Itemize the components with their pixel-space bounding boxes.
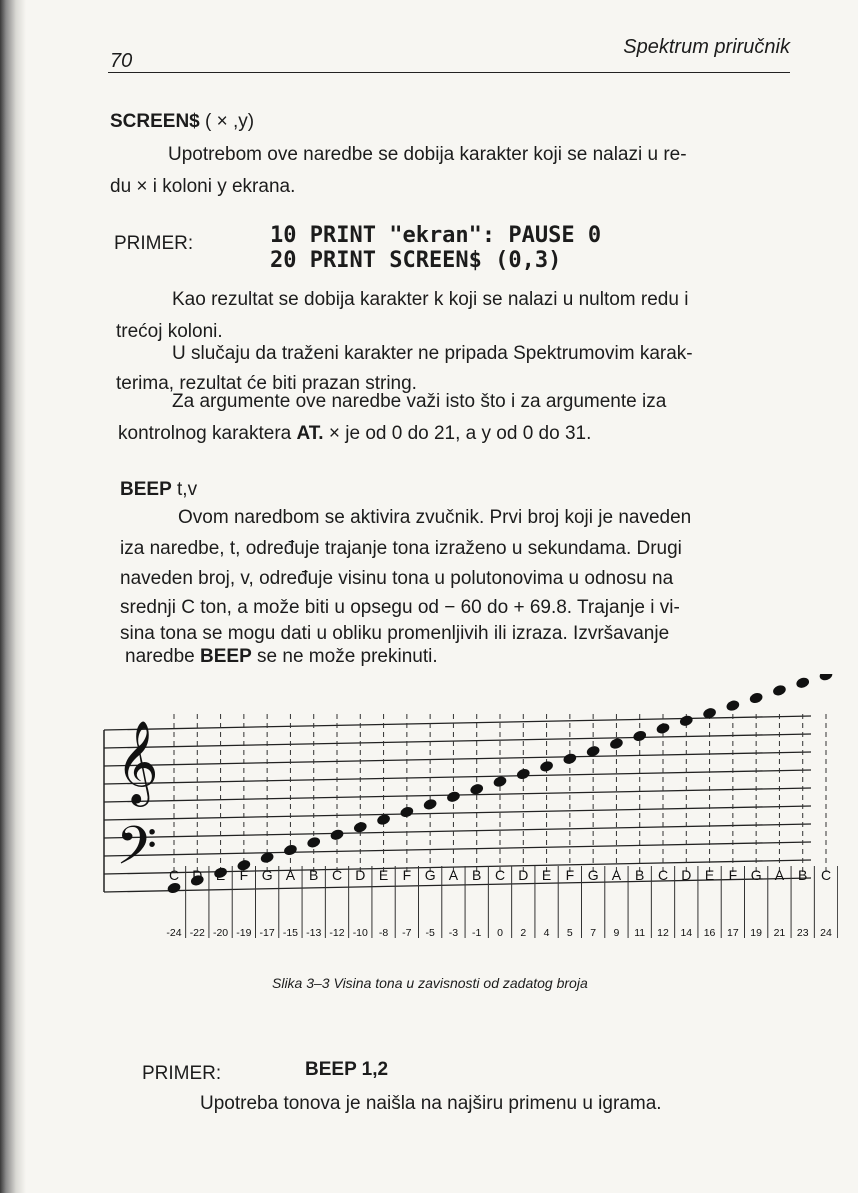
bass-clef-icon: 𝄢 (116, 816, 158, 890)
screen-para3-line2: terima, rezultat će biti prazan string. (116, 373, 417, 394)
note-head (399, 805, 414, 818)
staff-line (104, 734, 811, 748)
note-name-label: A (285, 867, 296, 883)
semitone-label: -13 (306, 927, 322, 939)
note-name-label: A (448, 867, 459, 883)
semitone-label: -5 (425, 927, 435, 939)
beep-line6-text-c: se ne može prekinuti. (251, 646, 438, 667)
semitone-label: 5 (566, 927, 573, 939)
staff-line (104, 824, 811, 838)
semitone-label: -24 (166, 927, 182, 939)
screen-para4-line2 (118, 422, 591, 446)
note-head (679, 714, 694, 727)
staff-line (104, 752, 811, 766)
example2-label: PRIMER: (142, 1063, 222, 1084)
note-head (748, 691, 763, 704)
note-head (446, 790, 461, 803)
note-head (795, 676, 810, 689)
screen-para3-line1: U slučaju da traženi karakter ne pripada Spektrumovim karak- (172, 343, 693, 364)
example-label: PRIMER: (114, 233, 194, 254)
note-name-label: D (192, 867, 203, 883)
code-line-1: 10 PRINT "ekran": PAUSE 0 (270, 223, 602, 248)
semitone-label: 2 (520, 927, 527, 939)
semitone-label: 14 (680, 927, 693, 939)
semitone-label: -8 (378, 927, 389, 939)
staff-line (104, 716, 811, 730)
note-name-label: E (541, 867, 552, 883)
semitone-label: -12 (329, 927, 345, 939)
beep-line-2: iza naredbe, t, određuje trajanje tona izraženo u sekundama. Drugi (120, 538, 682, 559)
screen-heading-keyword: SCREEN$ (110, 111, 200, 132)
note-head (422, 798, 437, 811)
note-name-label: F (728, 867, 738, 883)
semitone-label: 9 (613, 927, 620, 939)
semitone-label: -3 (448, 927, 459, 939)
note-name-label: A (611, 867, 622, 883)
beep-line6-text-a: naredbe (125, 646, 201, 667)
treble-clef-icon: 𝄞 (116, 719, 159, 803)
staff-diagram (96, 674, 838, 954)
staff-line (104, 842, 811, 856)
semitone-label: -17 (259, 927, 275, 939)
semitone-label: 12 (657, 927, 669, 939)
beep-line-1: Ovom naredbom se aktivira zvučnik. Prvi broj koji je naveden (178, 507, 692, 528)
note-name-label: G (424, 867, 436, 883)
note-name-label: B (472, 867, 482, 883)
semitone-label: 16 (703, 927, 716, 939)
semitone-label: 19 (750, 927, 762, 939)
figure-caption: Slika 3–3 Visina tona u zavisnosti od zadatog broja (272, 975, 588, 991)
screen-para2-line2: trećoj koloni. (116, 321, 223, 342)
note-name-label: F (565, 867, 575, 883)
semitone-label: 24 (820, 927, 832, 939)
example2-code: BEEP 1,2 (305, 1059, 389, 1080)
code-line-2: 20 PRINT SCREEN$ (0,3) (270, 248, 562, 273)
semitone-label: 23 (796, 927, 809, 939)
note-name-label: B (798, 867, 808, 883)
note-name-label: D (355, 867, 366, 883)
book-binding-shadow (0, 0, 26, 1193)
para4-text-a: kontrolnog karaktera (118, 423, 297, 444)
note-name-label: C (657, 867, 669, 883)
running-title: Spektrum priručnik (623, 36, 790, 58)
semitone-label: -20 (212, 927, 229, 939)
screen-heading-args: ( × ,y) (205, 111, 255, 132)
semitone-label: -1 (472, 927, 482, 939)
note-head (818, 674, 833, 682)
note-name-label: D (518, 867, 529, 883)
semitone-label: -10 (352, 927, 368, 939)
at-keyword: AT. (296, 423, 324, 444)
semitone-label: 0 (497, 927, 503, 939)
note-head (353, 820, 368, 833)
note-name-label: A (774, 867, 785, 883)
note-name-label: G (750, 867, 762, 883)
note-name-label: C (820, 867, 832, 883)
note-head (725, 699, 740, 712)
beep-line-3: naveden broj, v, određuje visinu tona u polutonovima u odnosu na (120, 568, 674, 589)
example2-text: Upotreba tonova je naišla na najširu primenu u igrama. (200, 1093, 662, 1114)
note-head (655, 722, 670, 735)
note-name-label: C (494, 867, 506, 883)
semitone-label: -22 (189, 927, 205, 939)
semitone-label: 7 (590, 927, 597, 939)
note-head (632, 729, 647, 742)
note-head (539, 760, 554, 773)
semitone-label: -7 (402, 927, 412, 939)
screen-heading (110, 110, 254, 134)
note-name-label: D (681, 867, 692, 883)
note-name-label: B (635, 867, 645, 883)
beep-line-4: srednji C ton, a može biti u opsegu od − 60 do + 69.8. Trajanje i vi- (120, 597, 680, 618)
pitch-staff-figure (96, 674, 838, 954)
screen-para4-line1: Za argumente ove naredbe važi isto što i za argumente iza (172, 391, 667, 412)
para4-text-c: × je od 0 do 21, a y od 0 do 31. (323, 423, 592, 444)
beep-heading-args: t,v (177, 479, 198, 500)
note-name-label: E (704, 867, 715, 883)
note-head (562, 752, 577, 765)
note-name-label: E (378, 867, 389, 883)
semitone-label: 21 (773, 927, 786, 939)
beep-line-5: sina tona se mogu dati u obliku promenljivih ili izraza. Izvršavanje (120, 623, 670, 644)
screen-para1-line2: du × i koloni y ekrana. (110, 176, 296, 197)
screen-para1-line1: Upotrebom ove naredbe se dobija karakter koji se nalazi u re- (168, 144, 687, 165)
note-head (166, 881, 181, 894)
note-name-label: G (587, 867, 599, 883)
beep-heading (120, 478, 197, 502)
note-name-label: F (239, 867, 249, 883)
semitone-label: 11 (634, 927, 646, 939)
note-head (516, 767, 531, 780)
semitone-label: 17 (727, 927, 739, 939)
semitone-label: -19 (236, 927, 252, 939)
note-head (772, 684, 787, 697)
note-name-label: G (261, 867, 273, 883)
note-head (609, 737, 624, 750)
note-name-label: E (215, 867, 226, 883)
note-name-label: C (168, 867, 180, 883)
page-number: 70 (110, 50, 133, 72)
semitone-label: 4 (543, 927, 550, 939)
header-rule (108, 72, 790, 73)
note-head (329, 828, 344, 841)
beep-heading-keyword: BEEP (120, 479, 172, 500)
note-name-label: C (331, 867, 343, 883)
beep-keyword: BEEP (200, 646, 252, 667)
staff-line (104, 806, 811, 820)
staff-line (104, 770, 811, 784)
screen-para2-line1: Kao rezultat se dobija karakter k koji se nalazi u nultom redu i (172, 289, 689, 310)
note-head (306, 836, 321, 849)
beep-line-6 (125, 645, 438, 669)
note-head (283, 843, 298, 856)
note-name-label: F (402, 867, 412, 883)
semitone-label: -15 (282, 927, 299, 939)
note-name-label: B (309, 867, 319, 883)
